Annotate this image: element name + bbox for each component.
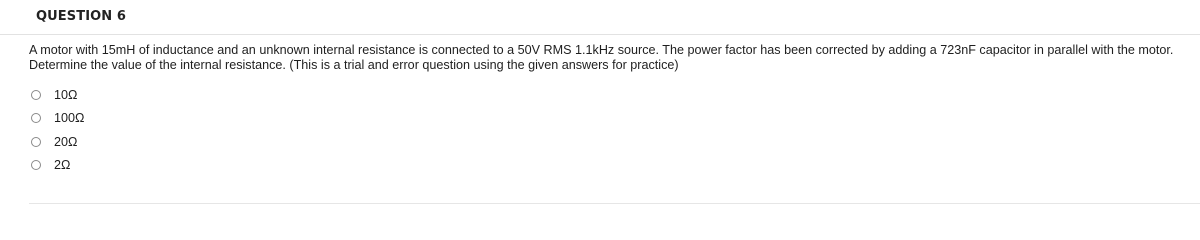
answer-label: 20Ω xyxy=(54,134,78,149)
radio-button[interactable] xyxy=(31,137,41,147)
answer-option-3[interactable] xyxy=(31,130,431,154)
answer-option-4[interactable] xyxy=(31,154,431,178)
bottom-divider xyxy=(29,203,1200,204)
answer-options xyxy=(31,83,431,177)
radio-button[interactable] xyxy=(31,160,41,170)
answer-label: 100Ω xyxy=(54,111,85,126)
answer-label: 2Ω xyxy=(54,158,71,173)
question-header xyxy=(0,0,1200,35)
radio-button[interactable] xyxy=(31,113,41,123)
question-text: A motor with 15mH of inductance and an unknown internal resistance is connected to a 50V RMS 1.1kHz source. The power factor has been corrected by adding a 723nF capacitor in parallel with the motor. Determine the value of the internal resistance. (This is a trial and error question using the given answers for practice) xyxy=(29,43,1174,72)
answer-option-2[interactable] xyxy=(31,107,431,131)
radio-button[interactable] xyxy=(31,90,41,100)
question-title: QUESTION 6 xyxy=(36,9,127,24)
answer-label: 10Ω xyxy=(54,87,78,102)
answer-option-1[interactable] xyxy=(31,83,431,107)
